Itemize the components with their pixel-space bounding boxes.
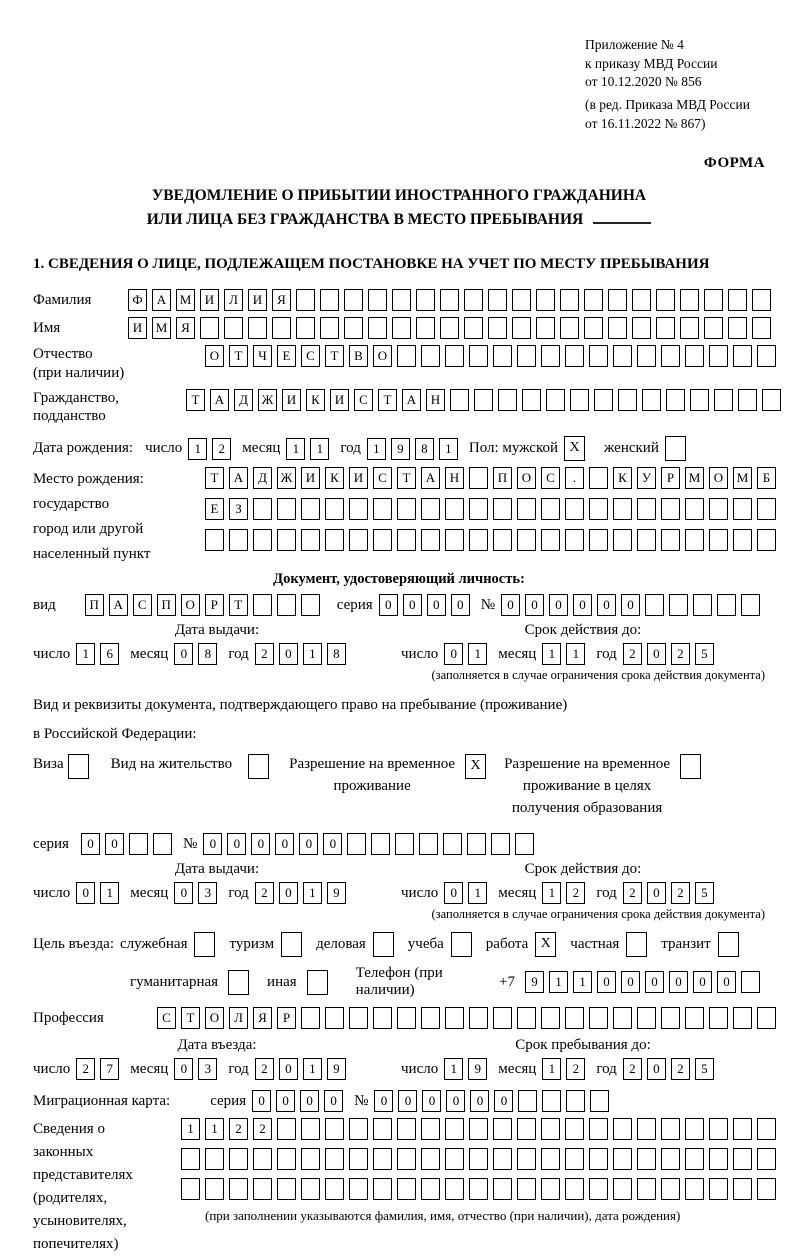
id-issue-month-label: месяц bbox=[130, 645, 169, 662]
id-doc-dates bbox=[33, 622, 765, 665]
stay-valid-month-cells: 1 2 bbox=[542, 882, 590, 904]
id-doc-number-cells: 0 0 0 0 0 0 bbox=[501, 594, 765, 616]
id-issue-month-cells: 0 8 bbox=[174, 643, 222, 665]
until-year-cells: 2 0 2 5 bbox=[623, 1058, 719, 1080]
stay-issue-month-cells: 0 3 bbox=[174, 882, 222, 904]
temp-permit-option bbox=[289, 754, 486, 798]
birth-place-cells bbox=[205, 467, 781, 560]
stay-doc-valid-heading: Срок действия до: bbox=[524, 861, 642, 878]
representatives-note: (при заполнении указываются фамилия, имя, отчество (при наличии), дата рождения) bbox=[205, 1208, 681, 1224]
until-day-label: число bbox=[401, 1060, 439, 1077]
until-day-cells: 1 9 bbox=[444, 1058, 492, 1080]
stay-doc-series-label: серия bbox=[33, 835, 69, 852]
birth-year-label: год bbox=[340, 440, 361, 457]
purpose-other-checkbox bbox=[307, 970, 328, 995]
purpose-label: Цель въезда: bbox=[33, 936, 114, 953]
temp-permit-checkbox: X bbox=[465, 754, 486, 779]
id-doc-number-sign: № bbox=[480, 596, 495, 613]
id-valid-year-label: год bbox=[596, 645, 617, 662]
visa-label: Виза bbox=[33, 756, 64, 773]
stay-doc-issue-heading: Дата выдачи: bbox=[174, 861, 260, 878]
id-doc-issue-heading: Дата выдачи: bbox=[174, 622, 260, 639]
form-title-line1: УВЕДОМЛЕНИЕ О ПРИБЫТИИ ИНОСТРАННОГО ГРАЖДАНИНА bbox=[151, 187, 647, 205]
citizenship-cells: Т А Д Ж И К И С Т А Н bbox=[186, 389, 786, 411]
migration-series-cells: 0 0 0 0 bbox=[252, 1090, 348, 1112]
entry-dates bbox=[33, 1037, 765, 1080]
birth-place-row1: Т А Д Ж И К И С Т А Н П О С . К У Р М О М Б bbox=[205, 467, 781, 489]
form-title bbox=[33, 184, 765, 232]
stay-doc-series-cells: 0 0 bbox=[81, 833, 177, 855]
residence-checkbox bbox=[248, 754, 269, 779]
citizenship-label: Гражданство, подданство bbox=[33, 389, 120, 425]
purpose-transit-label: транзит bbox=[661, 936, 711, 953]
phone-cells: 9 1 1 0 0 0 0 0 0 bbox=[525, 971, 765, 993]
birth-day-label: число bbox=[145, 440, 183, 457]
until-year-label: год bbox=[596, 1060, 617, 1077]
surname-cells: Ф А М И Л И Я bbox=[128, 289, 776, 311]
name-cells: И М Я bbox=[128, 317, 776, 339]
visa-checkbox bbox=[68, 754, 89, 779]
purpose-business-checkbox bbox=[373, 932, 394, 957]
migration-card-label: Миграционная карта: bbox=[33, 1092, 171, 1109]
purpose-work-label: работа bbox=[485, 936, 529, 953]
stay-doc-dates bbox=[33, 861, 765, 904]
id-valid-day-label: число bbox=[401, 645, 439, 662]
stay-issue-month-label: месяц bbox=[130, 884, 169, 901]
form-label: ФОРМА bbox=[703, 155, 765, 172]
purpose-business-label: деловая bbox=[316, 936, 366, 953]
migration-card-row bbox=[33, 1090, 765, 1112]
birth-place-block bbox=[33, 467, 771, 567]
residence-option bbox=[111, 754, 269, 779]
id-doc-series-cells: 0 0 0 0 bbox=[379, 594, 475, 616]
id-valid-day-cells: 0 1 bbox=[444, 643, 492, 665]
patronymic-label: Отчество (при наличии) bbox=[33, 346, 125, 381]
stay-issue-year-label: год bbox=[228, 884, 249, 901]
purpose-study-checkbox bbox=[451, 932, 472, 957]
order-reference bbox=[585, 36, 765, 133]
entry-month-label: месяц bbox=[130, 1060, 169, 1077]
temp-permit-label: Разрешение на временное проживание bbox=[289, 756, 456, 794]
birth-month-label: месяц bbox=[242, 440, 281, 457]
patronymic-cells: О Т Ч Е С Т В О bbox=[205, 345, 781, 367]
representatives-row1: 1 1 2 2 bbox=[181, 1118, 781, 1140]
birth-year-cells: 1 9 8 1 bbox=[367, 438, 463, 460]
id-valid-month-label: месяц bbox=[498, 645, 537, 662]
stay-valid-year-cells: 2 0 2 5 bbox=[623, 882, 719, 904]
id-issue-year-cells: 2 0 1 8 bbox=[255, 643, 351, 665]
id-doc-heading: Документ, удостоверяющий личность: bbox=[273, 571, 525, 588]
visa-option bbox=[33, 754, 89, 779]
sex-male-label: Пол: мужской bbox=[468, 440, 559, 457]
stay-doc-number-sign: № bbox=[183, 835, 198, 852]
purpose-private-label: частная bbox=[570, 936, 620, 953]
sex-female-label: женский bbox=[604, 440, 659, 457]
birth-day-cells: 1 2 bbox=[188, 438, 236, 460]
id-issue-year-label: год bbox=[228, 645, 249, 662]
birth-date-label: Дата рождения: bbox=[33, 440, 134, 457]
phone-prefix: +7 bbox=[499, 973, 515, 990]
profession-label: Профессия bbox=[33, 1010, 104, 1027]
name-label: Имя bbox=[33, 319, 61, 336]
entry-year-label: год bbox=[228, 1060, 249, 1077]
stay-issue-day-cells: 0 1 bbox=[76, 882, 124, 904]
representatives-row3 bbox=[181, 1178, 781, 1200]
stay-issue-year-cells: 2 0 1 9 bbox=[255, 882, 351, 904]
purpose-humanitarian-checkbox bbox=[228, 970, 249, 995]
citizenship-row bbox=[33, 389, 765, 427]
purpose-tourism-checkbox bbox=[281, 932, 302, 957]
id-issue-day-label: число bbox=[33, 645, 71, 662]
edu-permit-label: Разрешение на временное проживание в целях получения образования bbox=[504, 756, 671, 816]
purpose-study-label: учеба bbox=[407, 936, 444, 953]
entry-day-label: число bbox=[33, 1060, 71, 1077]
ref-note-line2: от 16.11.2022 № 867) bbox=[585, 115, 706, 131]
migration-number-cells: 0 0 0 0 0 0 bbox=[374, 1090, 614, 1112]
migration-number-sign: № bbox=[354, 1092, 369, 1109]
id-doc-row bbox=[33, 594, 765, 616]
ref-note-line1: (в ред. Приказа МВД России bbox=[585, 96, 750, 112]
id-valid-year-cells: 2 0 2 5 bbox=[623, 643, 719, 665]
stay-valid-month-label: месяц bbox=[498, 884, 537, 901]
id-issue-day-cells: 1 6 bbox=[76, 643, 124, 665]
representatives-label: Сведения о законных представителях (родителях, усыновителях, попечителях) bbox=[33, 1121, 133, 1253]
stay-doc-number-cells: 0 0 0 0 0 0 bbox=[203, 833, 539, 855]
purpose-row bbox=[33, 932, 765, 957]
purpose-official-label: служебная bbox=[119, 936, 188, 953]
id-doc-restriction-note: (заполняется в случае ограничения срока действия документа) bbox=[431, 668, 765, 683]
entry-day-cells: 2 7 bbox=[76, 1058, 124, 1080]
id-doc-kind-cells: П А С П О Р Т bbox=[85, 594, 325, 616]
purpose-official-checkbox bbox=[194, 932, 215, 957]
profession-cells: С Т О Л Я Р bbox=[157, 1007, 781, 1029]
entry-year-cells: 2 0 1 9 bbox=[255, 1058, 351, 1080]
purpose-tourism-label: туризм bbox=[229, 936, 275, 953]
birth-date-row bbox=[33, 436, 765, 461]
until-month-cells: 1 2 bbox=[542, 1058, 590, 1080]
phone-label: Телефон (при наличии) bbox=[355, 965, 443, 999]
profession-row bbox=[33, 1007, 765, 1029]
stay-doc-options bbox=[33, 754, 765, 819]
patronymic-row bbox=[33, 345, 765, 383]
name-row bbox=[33, 317, 765, 339]
stay-until-heading: Срок пребывания до: bbox=[515, 1037, 651, 1054]
stay-valid-day-label: число bbox=[401, 884, 439, 901]
birth-place-row3 bbox=[205, 529, 781, 551]
purpose-work-checkbox: X bbox=[535, 932, 556, 957]
purpose-other-label: иная bbox=[267, 973, 297, 990]
ref-line-appendix: Приложение № 4 bbox=[585, 37, 684, 52]
purpose-row2 bbox=[130, 965, 765, 999]
surname-row bbox=[33, 289, 765, 311]
birth-place-row2: Е З bbox=[205, 498, 781, 520]
section1-heading: 1. СВЕДЕНИЯ О ЛИЦЕ, ПОДЛЕЖАЩЕМ ПОСТАНОВКЕ НА УЧЕТ ПО МЕСТУ ПРЕБЫВАНИЯ bbox=[33, 256, 710, 273]
birth-place-label: Место рождения: государство город или другой населенный пункт bbox=[33, 471, 151, 563]
stay-issue-day-label: число bbox=[33, 884, 71, 901]
id-valid-month-cells: 1 1 bbox=[542, 643, 590, 665]
representatives-row2 bbox=[181, 1148, 781, 1170]
entry-month-cells: 0 3 bbox=[174, 1058, 222, 1080]
stay-doc-intro-line2: в Российской Федерации: bbox=[33, 725, 197, 742]
title-blank-line bbox=[593, 220, 651, 224]
until-month-label: месяц bbox=[498, 1060, 537, 1077]
sex-female-checkbox bbox=[665, 436, 686, 461]
residence-label: Вид на жительство bbox=[110, 756, 233, 773]
purpose-humanitarian-label: гуманитарная bbox=[130, 973, 219, 990]
entry-date-heading: Дата въезда: bbox=[177, 1037, 257, 1054]
edu-permit-option bbox=[504, 754, 701, 819]
purpose-private-checkbox bbox=[626, 932, 647, 957]
stay-doc-intro-line1: Вид и реквизиты документа, подтверждающего право на пребывание (проживание) bbox=[33, 697, 568, 714]
id-doc-valid-heading: Срок действия до: bbox=[524, 622, 642, 639]
representatives-cells bbox=[181, 1118, 781, 1224]
stay-doc-intro bbox=[33, 691, 765, 748]
stay-valid-day-cells: 0 1 bbox=[444, 882, 492, 904]
surname-label: Фамилия bbox=[33, 291, 92, 308]
edu-permit-checkbox bbox=[680, 754, 701, 779]
ref-line-date: от 10.12.2020 № 856 bbox=[585, 74, 702, 90]
stay-doc-restriction-note: (заполняется в случае ограничения срока действия документа) bbox=[431, 907, 765, 922]
stay-valid-year-label: год bbox=[596, 884, 617, 901]
representatives-block bbox=[33, 1118, 765, 1256]
form-title-line2: ИЛИ ЛИЦА БЕЗ ГРАЖДАНСТВА В МЕСТО ПРЕБЫВАНИЯ bbox=[33, 208, 765, 232]
ref-line-order: к приказу МВД России bbox=[585, 55, 718, 71]
migration-series-label: серия bbox=[210, 1092, 247, 1109]
purpose-transit-checkbox bbox=[718, 932, 739, 957]
id-doc-kind-label: вид bbox=[33, 596, 56, 613]
stay-doc-series-row bbox=[33, 833, 765, 855]
birth-month-cells: 1 1 bbox=[286, 438, 334, 460]
sex-male-checkbox: X bbox=[564, 436, 585, 461]
id-doc-series-label: серия bbox=[336, 596, 373, 613]
